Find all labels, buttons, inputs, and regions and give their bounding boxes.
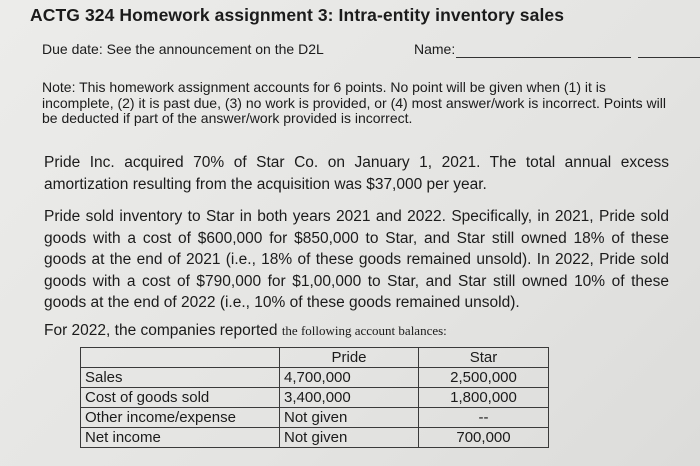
account-balances-table bbox=[80, 347, 549, 448]
paragraph-acquisition: Pride Inc. acquired 70% of Star Co. on January 1, 2021. The total annual excess amortization resulting from the acquisition was $37,000 per year. bbox=[44, 154, 669, 193]
balances-intro-end: the following account balances: bbox=[281, 323, 447, 338]
table-row bbox=[81, 408, 549, 428]
table-row bbox=[81, 428, 549, 448]
header-label bbox=[81, 348, 280, 368]
pride-value: Not given bbox=[280, 428, 419, 448]
paragraph-inventory-sales: Pride sold inventory to Star in both years 2021 and 2022. Specifically, in 2021, Pride sold goods with a cost of $600,000 for $850,000 to Star, and Star still owned 18% of these goods at the end of 2021 (i.e., 18% of these goods remained unsold). In 2022, Pride sold goods with a cost of $790,000 for $1,00,000 to Star, and Star still owned 10% of these goods at the end of 2022 (i.e., 10% of these goods remained unsold). bbox=[44, 208, 669, 311]
name-label: Name: bbox=[414, 41, 456, 57]
star-value: 1,800,000 bbox=[419, 388, 549, 408]
grading-note: Note: This homework assignment accounts for 6 points. No point will be given when (1) it is incomplete, (2) it is past due, (3) no work is provided, or (4) most answer/work is incorrect. Points will be deducted if part of the answer/work provided is incorrect. bbox=[42, 79, 666, 126]
paragraph-balances-intro bbox=[44, 320, 669, 342]
row-label: Sales bbox=[81, 368, 280, 388]
balances-intro-start: For 2022, the companies reported bbox=[44, 322, 278, 339]
header-star: Star bbox=[419, 348, 549, 368]
table-row bbox=[81, 368, 549, 388]
pride-value: 4,700,000 bbox=[280, 368, 419, 388]
row-label: Net income bbox=[81, 428, 280, 448]
pride-value: Not given bbox=[280, 408, 419, 428]
pride-value: 3,400,000 bbox=[280, 388, 419, 408]
header-pride: Pride bbox=[280, 348, 419, 368]
name-line bbox=[456, 57, 631, 58]
row-label: Cost of goods sold bbox=[81, 388, 280, 408]
table-header-row bbox=[81, 348, 549, 368]
due-date: Due date: See the announcement on the D2L bbox=[42, 41, 324, 57]
row-label: Other income/expense bbox=[81, 408, 280, 428]
star-value: -- bbox=[419, 408, 549, 428]
page-title: ACTG 324 Homework assignment 3: Intra-entity inventory sales bbox=[30, 5, 565, 25]
star-value: 700,000 bbox=[419, 428, 549, 448]
table-row bbox=[81, 388, 549, 408]
star-value: 2,500,000 bbox=[419, 368, 549, 388]
name-line-extension bbox=[638, 57, 700, 58]
